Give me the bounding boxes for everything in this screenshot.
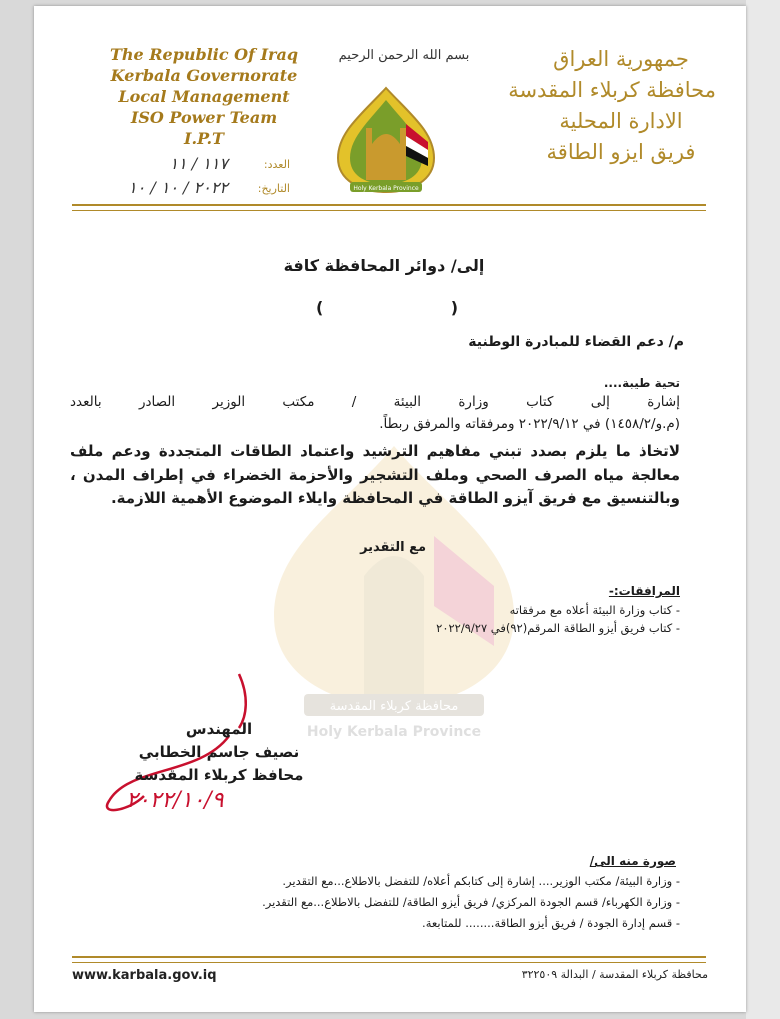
subject-line: م/ دعم القضاء للمبادرة الوطنية <box>468 334 684 350</box>
number-label: العدد: <box>263 158 290 171</box>
letterhead-en-line: ISO Power Team <box>130 108 278 127</box>
paren-close: ) <box>316 298 324 317</box>
date-label: التاريخ: <box>257 182 290 195</box>
copy-item: - وزارة الكهرباء/ قسم الجودة المركزي/ فريق أيزو الطاقة/ للتفضل بالاطلاع...مع التقدير. <box>262 895 680 909</box>
signer-name: نصيف جاسم الخطابي <box>138 743 300 761</box>
header-divider <box>72 204 706 211</box>
date-value: ٢٠٢٢ / ١٠ / ١٠ <box>128 178 228 197</box>
attachment-item: - كتاب وزارة البيئة أعلاه مع مرفقاته <box>509 603 680 617</box>
background-edge <box>746 0 780 1019</box>
watermark-arabic: محافظة كربلاء المقدسة <box>329 699 459 714</box>
recipient: إلى/ دوائر المحافظة كافة <box>283 256 485 275</box>
main-paragraph: لاتخاذ ما يلزم بصدد تبني مفاهيم الترشيد واعتماد الطاقات المتجددة ودعم ملف معالجة مياه الصرف الصحي وملف التشجير والأحزمة الخضراء في إطراف المدن ، وبالتنسيق مع فريق آيزو الطاقة في المحافظة وايلاء الموضوع الأهمية اللازمة. <box>70 442 680 507</box>
footer-divider <box>72 956 706 963</box>
reference-meta <box>110 154 290 202</box>
signer-position: محافظ كربلاء المقدسة <box>134 766 304 784</box>
letter-sheet <box>34 6 746 1012</box>
kerbala-emblem-icon <box>332 84 440 200</box>
letterhead-ar-line: فريق ايزو الطاقة <box>546 140 696 164</box>
emblem-caption: Holy Kerbala Province <box>353 185 419 192</box>
letterhead-ar-line: محافظة كربلاء المقدسة <box>508 78 716 102</box>
arabic-letterhead <box>508 44 716 168</box>
number-value: ١١٧ / ١١ <box>169 154 228 173</box>
letterhead-en-line: The Republic Of Iraq <box>109 45 299 64</box>
letterhead-ar-line: الادارة المحلية <box>559 109 683 133</box>
letterhead-ar-line: جمهورية العراق <box>553 47 689 71</box>
reference-line-1: إشارة إلى كتاب وزارة البيئة / مكتب الوزير الصادر بالعدد <box>70 394 680 410</box>
greeting: تحية طيبة.... <box>603 376 680 390</box>
letterhead-en-line: I.P.T <box>184 129 224 148</box>
copy-item: - وزارة البيئة/ مكتب الوزير.... إشارة إلى كتابكم أعلاه/ للتفضل بالاطلاع...مع التقدير. <box>282 874 680 888</box>
copy-item: - قسم إدارة الجودة / فريق أيزو الطاقة........ للمتابعة. <box>422 916 680 930</box>
watermark-english: Holy Kerbala Province <box>306 724 482 740</box>
paren-open: ( <box>450 298 458 317</box>
copies-title: صورة منه الى/ <box>589 854 676 868</box>
footer-website: www.karbala.gov.iq <box>72 968 217 983</box>
letterhead-en-line: Local Management <box>118 87 290 106</box>
basmala: بسم الله الرحمن الرحيم <box>338 48 470 63</box>
reference-line-2: (م.و/١٤٥٨/٢) في ٢٠٢٢/٩/١٢ ومرفقاته والمرفق ربطاً. <box>379 416 680 432</box>
english-letterhead <box>89 44 319 149</box>
handwritten-date: ٢٠٢٢/١٠/٩ <box>126 788 224 813</box>
letterhead-en-line: Kerbala Governorate <box>110 66 298 85</box>
attachment-item: - كتاب فريق أيزو الطاقة المرقم(٩٢)في ٢٠٢٢/٩/٢٧ <box>436 621 680 635</box>
attachments-title: المرافقات:- <box>608 584 680 598</box>
regards: مع التقدير <box>360 540 426 555</box>
footer-address: محافظة كربلاء المقدسة / البدالة ٣٢٢٥٠٩ <box>521 968 708 981</box>
signer-title: المهندس <box>185 720 253 738</box>
signature-block <box>124 718 314 787</box>
